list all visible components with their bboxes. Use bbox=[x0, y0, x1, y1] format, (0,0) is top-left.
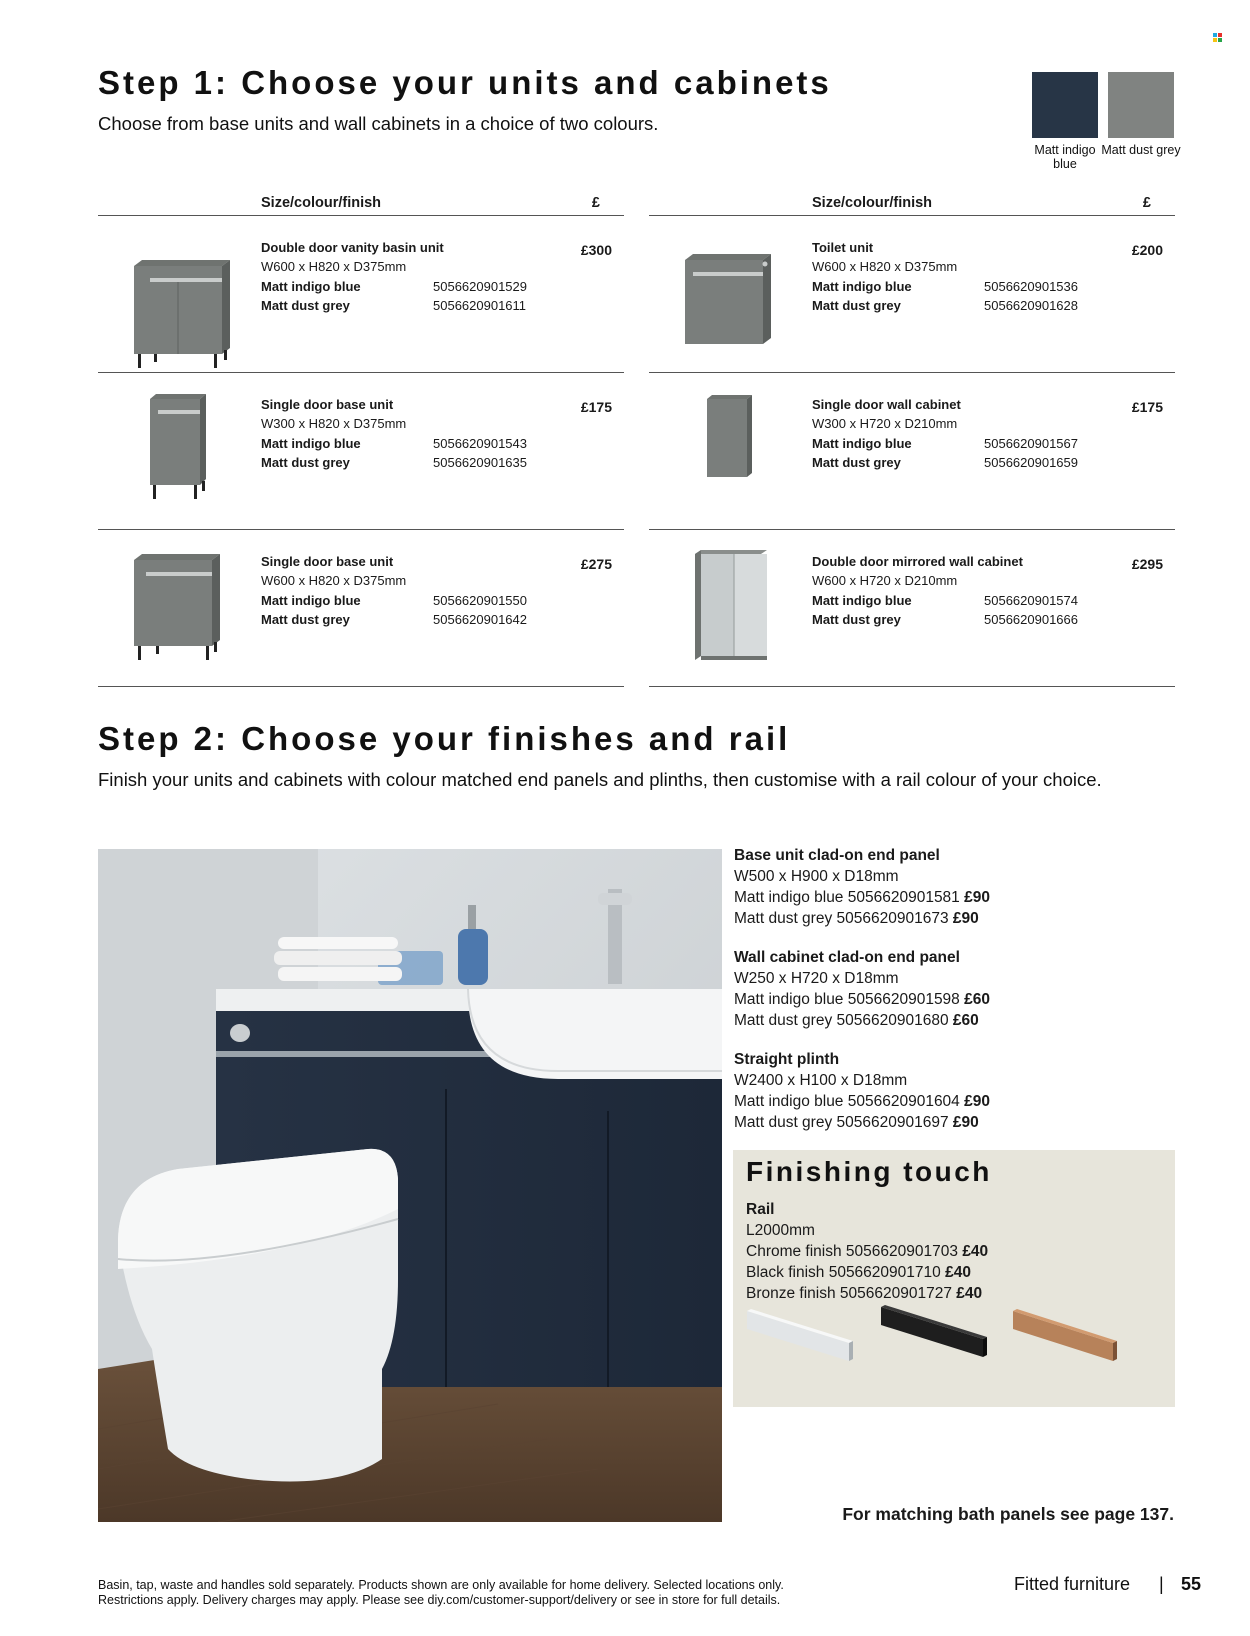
finishing-touch-title: Finishing touch bbox=[746, 1156, 992, 1187]
bronze-rail-icon bbox=[1013, 1309, 1117, 1361]
finish-grey-price: £90 bbox=[952, 910, 979, 927]
price-header: £ bbox=[1142, 195, 1151, 211]
product-dimensions: W600 x H820 x D375mm bbox=[261, 573, 407, 588]
step2-subtitle: Finish your units and cabinets with colour matched end panels and plinths, then customise with a rail colour of your choice. bbox=[98, 769, 1102, 790]
finish-indigo-price: £90 bbox=[964, 1093, 990, 1110]
finish-grey-price: £90 bbox=[952, 1114, 979, 1131]
colour-grey: Matt dust grey bbox=[812, 612, 901, 627]
swatch-label-grey: Matt dust grey bbox=[1101, 143, 1181, 157]
product-dimensions: W600 x H820 x D375mm bbox=[261, 259, 407, 274]
rail-bronze-price: £40 bbox=[956, 1285, 983, 1302]
product-price: £200 bbox=[1131, 242, 1163, 258]
product-name: Single door wall cabinet bbox=[812, 397, 961, 412]
size-header: Size/colour/finish bbox=[261, 195, 382, 211]
product-name: Toilet unit bbox=[812, 240, 874, 255]
product-price: £175 bbox=[1131, 399, 1163, 415]
product-table-left bbox=[98, 190, 624, 687]
finish-indigo-line: Matt indigo blue 5056620901581 bbox=[734, 889, 960, 906]
disclaimer-line-1: Basin, tap, waste and handles sold separately. Products shown are only available for home delivery. Selected locations only. bbox=[98, 1578, 784, 1592]
swatch-dust-grey bbox=[1108, 72, 1174, 138]
finish-wall-end-panel bbox=[734, 947, 1174, 1031]
toilet-unit-illustration bbox=[649, 216, 809, 372]
swatch-indigo-blue bbox=[1032, 72, 1098, 138]
product-price: £175 bbox=[580, 399, 612, 415]
table-row bbox=[98, 373, 624, 530]
rail-dimensions: L2000mm bbox=[746, 1222, 815, 1239]
swatch-label-indigo: Matt indigo blue bbox=[1034, 143, 1096, 171]
corner-colour-mark bbox=[1213, 33, 1222, 42]
code-indigo: 5056620901574 bbox=[984, 593, 1078, 608]
rail-black-line: Black finish 5056620901710 bbox=[746, 1264, 941, 1281]
colour-indigo: Matt indigo blue bbox=[812, 593, 912, 608]
rail-chrome-price: £40 bbox=[962, 1243, 989, 1260]
finish-grey-line: Matt dust grey 5056620901680 bbox=[734, 1012, 949, 1029]
code-indigo: 5056620901536 bbox=[984, 279, 1078, 294]
colour-grey: Matt dust grey bbox=[261, 298, 350, 313]
product-price: £275 bbox=[580, 556, 612, 572]
finish-base-end-panel bbox=[734, 845, 1174, 929]
code-grey: 5056620901628 bbox=[984, 298, 1078, 313]
finish-indigo-line: Matt indigo blue 5056620901598 bbox=[734, 991, 960, 1008]
colour-indigo: Matt indigo blue bbox=[261, 593, 361, 608]
product-price: £295 bbox=[1131, 556, 1163, 572]
code-grey: 5056620901659 bbox=[984, 455, 1078, 470]
code-indigo: 5056620901543 bbox=[433, 436, 527, 451]
finish-indigo-line: Matt indigo blue 5056620901604 bbox=[734, 1093, 960, 1110]
table-row bbox=[649, 216, 1175, 373]
product-name: Single door base unit bbox=[261, 397, 394, 412]
finish-name: Base unit clad-on end panel bbox=[734, 847, 940, 864]
finish-grey-line: Matt dust grey 5056620901673 bbox=[734, 910, 949, 927]
black-rail-icon bbox=[881, 1305, 987, 1357]
code-grey: 5056620901666 bbox=[984, 612, 1078, 627]
bathroom-photo bbox=[98, 849, 722, 1522]
chrome-rail-icon bbox=[747, 1309, 853, 1361]
table-row bbox=[649, 530, 1175, 687]
product-dimensions: W600 x H820 x D375mm bbox=[812, 259, 958, 274]
finish-grey-price: £60 bbox=[952, 1012, 979, 1029]
finish-indigo-price: £60 bbox=[964, 991, 990, 1008]
code-indigo: 5056620901567 bbox=[984, 436, 1078, 451]
footer-section: Fitted furniture bbox=[1014, 1574, 1131, 1594]
colour-indigo: Matt indigo blue bbox=[261, 436, 361, 451]
size-header: Size/colour/finish bbox=[812, 195, 933, 211]
product-dimensions: W600 x H720 x D210mm bbox=[812, 573, 958, 588]
narrow-base-unit-illustration bbox=[98, 373, 258, 529]
step1-subtitle: Choose from base units and wall cabinets in a choice of two colours. bbox=[98, 113, 659, 134]
disclaimer bbox=[98, 1578, 784, 1608]
rail-samples-image bbox=[745, 1303, 1165, 1383]
wall-cabinet-illustration bbox=[649, 373, 809, 529]
table-header bbox=[649, 190, 1175, 216]
mirrored-cabinet-illustration bbox=[649, 530, 809, 686]
product-name: Double door vanity basin unit bbox=[261, 240, 444, 255]
rail-bronze-line: Bronze finish 5056620901727 bbox=[746, 1285, 952, 1302]
finish-name: Wall cabinet clad-on end panel bbox=[734, 949, 960, 966]
colour-grey: Matt dust grey bbox=[261, 612, 350, 627]
product-name: Double door mirrored wall cabinet bbox=[812, 554, 1023, 569]
colour-grey: Matt dust grey bbox=[261, 455, 350, 470]
rail-options bbox=[746, 1199, 988, 1304]
table-header bbox=[98, 190, 624, 216]
step1-title: Step 1: Choose your units and cabinets bbox=[98, 64, 832, 101]
finish-straight-plinth bbox=[734, 1049, 1174, 1133]
code-grey: 5056620901635 bbox=[433, 455, 527, 470]
wide-base-unit-illustration bbox=[98, 530, 258, 686]
product-dimensions: W300 x H820 x D375mm bbox=[261, 416, 407, 431]
finish-dimensions: W500 x H900 x D18mm bbox=[734, 868, 899, 885]
table-row bbox=[98, 216, 624, 373]
colour-grey: Matt dust grey bbox=[812, 455, 901, 470]
product-name: Single door base unit bbox=[261, 554, 394, 569]
code-indigo: 5056620901550 bbox=[433, 593, 527, 608]
product-price: £300 bbox=[580, 242, 612, 258]
table-row bbox=[98, 530, 624, 687]
product-table-right bbox=[649, 190, 1175, 687]
price-header: £ bbox=[591, 195, 600, 211]
colour-grey: Matt dust grey bbox=[812, 298, 901, 313]
rail-name: Rail bbox=[746, 1201, 775, 1218]
finish-indigo-price: £90 bbox=[964, 889, 990, 906]
finish-dimensions: W2400 x H100 x D18mm bbox=[734, 1072, 908, 1089]
code-indigo: 5056620901529 bbox=[433, 279, 527, 294]
vanity-basin-unit-illustration bbox=[98, 216, 258, 372]
finish-grey-line: Matt dust grey 5056620901697 bbox=[734, 1114, 949, 1131]
footer-separator: | bbox=[1159, 1574, 1164, 1594]
colour-indigo: Matt indigo blue bbox=[812, 436, 912, 451]
finishing-touch-panel bbox=[733, 1150, 1175, 1407]
colour-indigo: Matt indigo blue bbox=[812, 279, 912, 294]
rail-chrome-line: Chrome finish 5056620901703 bbox=[746, 1243, 958, 1260]
bathroom-scene-image bbox=[98, 849, 722, 1522]
disclaimer-line-2: Restrictions apply. Delivery charges may apply. Please see diy.com/customer-support/delivery or see in store for full details. bbox=[98, 1593, 781, 1607]
colour-indigo: Matt indigo blue bbox=[261, 279, 361, 294]
finish-name: Straight plinth bbox=[734, 1051, 840, 1068]
page-number: 55 bbox=[1181, 1574, 1202, 1594]
code-grey: 5056620901611 bbox=[433, 298, 527, 313]
rail-black-price: £40 bbox=[945, 1264, 971, 1281]
code-grey: 5056620901642 bbox=[433, 612, 527, 627]
step2-title: Step 2: Choose your finishes and rail bbox=[98, 720, 791, 757]
finish-dimensions: W250 x H720 x D18mm bbox=[734, 970, 899, 987]
product-dimensions: W300 x H720 x D210mm bbox=[812, 416, 958, 431]
matching-bath-panels-note: For matching bath panels see page 137. bbox=[842, 1504, 1174, 1524]
table-row bbox=[649, 373, 1175, 530]
